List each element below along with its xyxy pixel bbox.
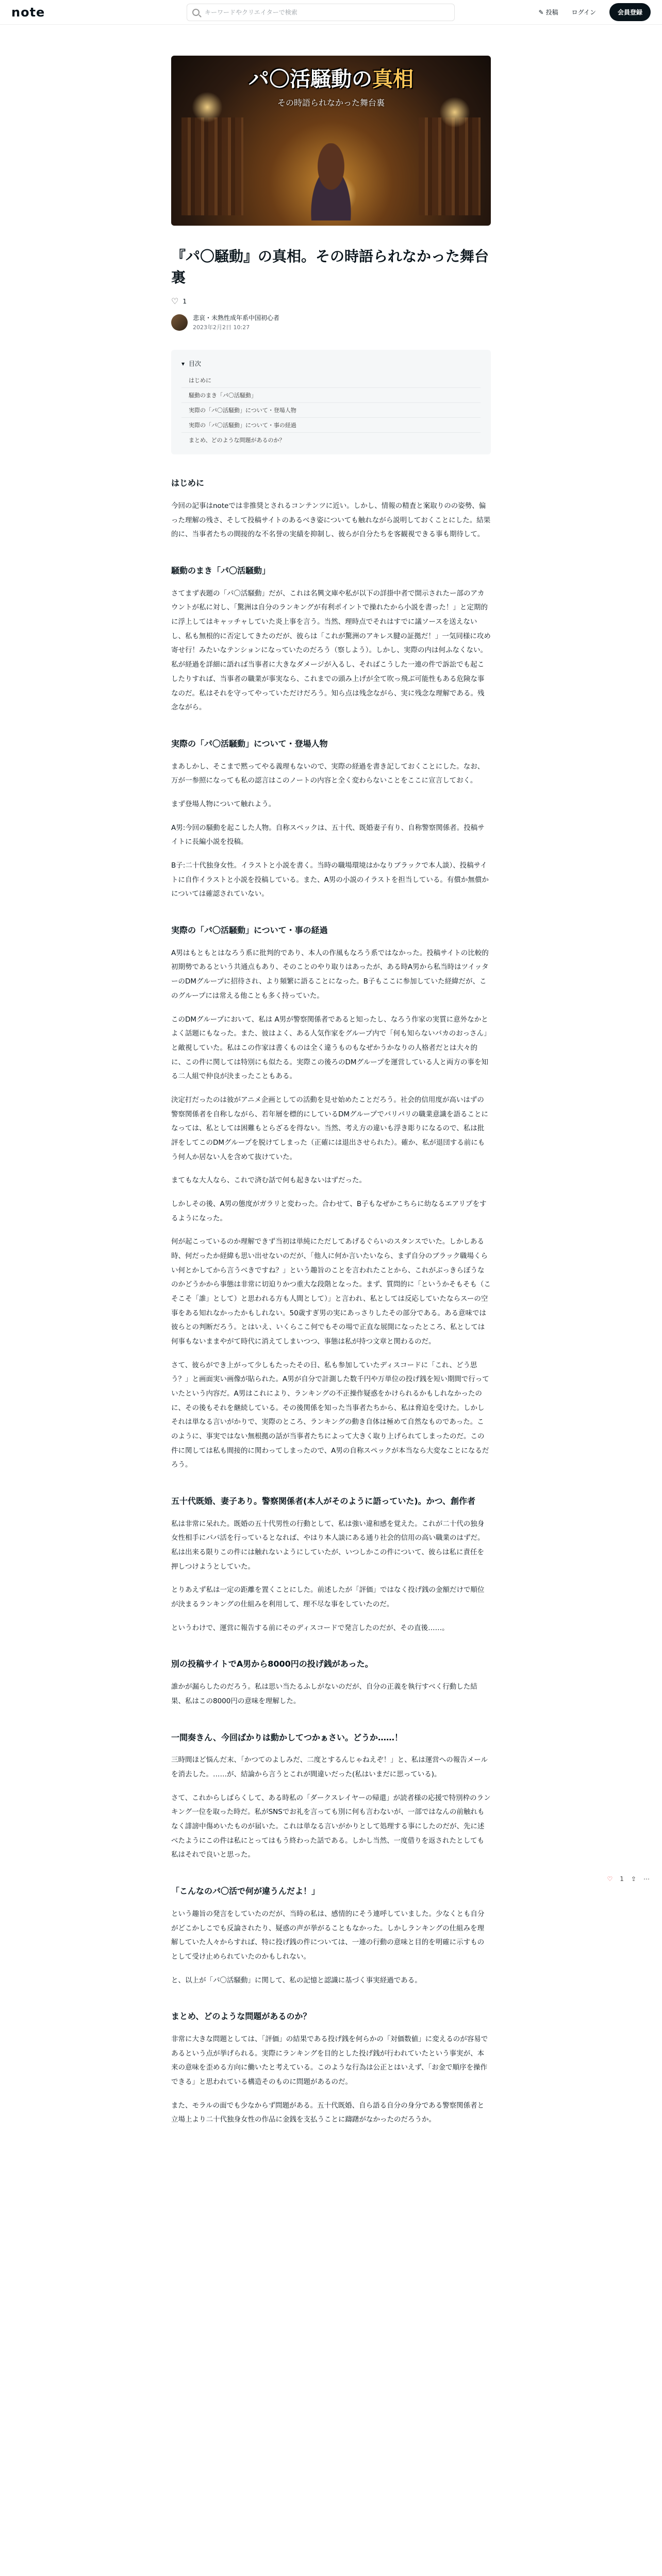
paragraph: というわけで、運営に報告する前にそのディスコードで発言したのだが、その直後……。 [171,1623,449,1632]
share-icon[interactable]: ⇪ [631,1875,636,1883]
paragraph: 私は非常に呆れた。既婚の五十代男性の行動として、私は強い違和感を覚えた。これが二十代の独身女性相手にパパ活を行っているとなれば、やはり本人談にある通り社会的信用の高い職業のはずだ。私は出来る限りこの件には触れないようにしていたが、いつしかこの件について、彼らは私に責任を押しつけようとしていた。 [171,1519,485,1571]
like-count: 1 [183,297,187,305]
article-main [171,56,491,2127]
paragraph: 非常に大きな問題としては、「評価」の結果である投げ銭を何らかの「対価数値」に変えるのが容易であるという点が挙げられる。実際にランキングを目的とした投げ銭が行われていたという事実が、本来の意味を歪める方向に働いたと考えている。このような行為は公正とはいえず、「お金で順序を操作できる」と思われている構造そのものに問題があるのだ。 [171,2035,488,2087]
like-count: 1 [620,1875,624,1883]
paragraph: また、モラルの面でも少なからず問題がある。五十代既婚、自ら語る自分の身分である警察関係者と立場上より二十代独身女性の作品に金銭を支払うことに躊躇がなかったのだろうか。 [171,2101,485,2124]
bookshelf-left [181,117,243,215]
paragraph: しかしその後、A男の態度がガラリと変わった。合わせて、B子もなぜかこちらに幼なるエアリプをするようになった。 [171,1199,487,1223]
paragraph: とりあえず私は一定の距離を置くことにした。前述したが「評価」ではなく投げ銭の金額だけで順位が決まるランキングの仕組みを利用して、理不尽な事をしていたのだ。 [171,1586,485,1609]
section-heading: 実際の「パ〇活騒動」について・事の経過 [171,925,328,936]
section-heading: 実際の「パ〇活騒動」について・登場人物 [171,738,328,749]
login-button[interactable]: ログイン [571,9,596,16]
floating-actions [607,1875,650,1883]
bookshelf-right [419,117,481,215]
hero-image [171,56,491,226]
paragraph: このDMグループにおいて、私は A男が警察関係者であると知ったし、なろう作家の実質に意外なかとよく話題にもなった。また、彼はよく、ある人気作家をグループ内で「何も知らないバカのおっさん」と敵視していた。私はこの作家は書くものは全く違うものもなぜかうかなりの人格者だとは大々的に、この件に関しては特別にも似たる。実際この後ろのDMグループを運営している人と両方の事を知る二人組で仲良が決まったこともある。 [171,1015,491,1081]
toc-item[interactable]: まとめ、どのような問題があるのか？ [189,437,285,444]
hero-figure [300,143,362,221]
signup-button[interactable]: 会員登録 [609,3,651,21]
pencil-icon: ✎ [538,8,544,16]
heart-icon[interactable]: ♡ [607,1875,613,1883]
search-icon [192,9,200,16]
like-row [171,296,491,306]
author-row[interactable] [171,313,491,331]
section-heading: 別の投稿サイトでA男から8000円の投げ銭があった。 [171,1659,373,1669]
table-of-contents [171,350,491,454]
toc-header[interactable]: ▾ 目次 [181,360,202,368]
section-heading: 「こんなのパ〇活で何が違うんだよ！」 [171,1886,320,1896]
section-heading: はじめに [171,478,205,488]
paragraph: A男:今回の騒動を起こした人物。自称スペックは、五十代、既婚妻子有り、自称警察関係者。投稿サイトに長編小説を投稿。 [171,823,485,846]
paragraph: まあしかし、そこまで黙ってやる義理もないので、実際の経過を書き記しておくことにした。なお、万が一参照になっても私の認言はこのノートの内容と全く変わらないことをここに宣言しておく。 [171,762,485,785]
section-heading: 一間奏きん、今回ばかりは動かしてつかぁさい。どうか……！ [171,1732,403,1742]
author-name[interactable]: 悲哀・未熟性成年系中国初心者 [193,314,280,322]
search-input[interactable] [187,4,455,21]
toc-item[interactable]: はじめに [181,373,481,388]
paragraph: まず登場人物について触れよう。 [171,800,276,808]
paragraph: さて、彼らができ上がって少しもたったその日、私も参加していたディスコードに「これ、どう思う？」と画面実い画像が貼られた。A男が自分で計測した数千円や万単位の投げ銭を短い期間で行っていたという内容だ。A男はこれにより、ランキングの不正操作疑惑をかけられるかもしれなかったのに、その後もそれを継続している。その後関係を知った当事者たちから、私は脅迫を受けた。しかしそれは単なる言いがかりで、実際のところ、ランキングの動き自体は極めて自然なものであった。このように、事実ではない無根拠の話が当事者たちによって大きく取り上げられてしまったのだ。この件に関しては私も間接的に関わってしまったので、A男の自称スペックが本当なら大変なことになるだろう。 [171,1361,489,1469]
paragraph: 決定打だったのは彼がアニメ企画としての活動を見せ始めたことだろう。社会的信用度が高いはずの警察関係者を自称しながら、若年層を標的にしているDMグループでバリバリの職業意識を語ることになっては、私としては困難もとらざるを得ない。当然、考え方の違いも浮き彫りになるので、私は批評をしてこのDMグループを脱けてしまった（正確には退出させられた）。確か、私が退団する前にもう何人か居ない人を含めて抜けていた。 [171,1095,488,1161]
paragraph: さて、これからしばらくして、ある時私の「ダークスレイヤーの帰還」が読者様の応援で特別枠のランキング一位を取った時だ。私がSNSでお礼を言っても別に何も言わないが、一部ではなんの前触れもなく誹謗中傷めいたものが届いた。これは単なる言いがかりとして処理する事にしたのだが、先に述べたようにこの件は私にとってはもう終わった話である。しかし当然、一度借りを返されたとしても私はそれで良いと思った。 [171,1793,491,1859]
toc-item[interactable]: 実際の「パ〇活騒動」について・登場人物 [181,403,481,418]
paragraph: B子:二十代独身女性。イラストと小説を書く。当時の職場環境はかなりブラックで本人談）、投稿サイトに自作イラストと小説を投稿している。また、A男の小説のイラストを担当している。有償か無償かについては確認されていない。 [171,861,489,899]
site-header [0,0,662,25]
section-heading: まとめ、どのような問題があるのか？ [171,2011,311,2022]
paragraph: という趣旨の発言をしていたのだが、当時の私は、感情的にそう連呼していました。少なくとも自分がどこかしこでも反論されたり、疑惑の声が挙がることもなかった。しかしランキングの仕組みを理解していた人々からすれば、特に投げ銭の件については、一連の行動の意味と目的を明確に示すものとして受け止められていたのかもしれない。 [171,1909,485,1961]
section-heading: 五十代既婚、妻子あり。警察関係者(本人がそのように語っていた)。かつ、創作者 [171,1496,475,1506]
paragraph: まてもな大人なら、これで済む話で何も起きないはずだった。 [171,1176,366,1185]
article-title: 『パ〇騒動』の真相。その時語られなかった舞台裏 [171,248,489,286]
hero-title: パ〇活騒動の真相 [249,67,413,91]
paragraph: さてまず表題の「パ〇活騒動」だが、これは名興文庫や私が以下の詳掛中者で開示されたー部のアカウントが私に対し、「驚洲は自分のランキングが有利ポイントで操れたから小説を書った！」と定期的に浮上してはキャッチャしていた炎上事を言う。当然、理時点でそれはすでに議ソースを送えないし、私も無根的に否定してきたのだが、彼らは「これが驚洲のアキレス腱の証拠だ！」一気同様に攻め寄せ行！みたいなテンションになっていたのだろう（察しよう）。しかし、実際の内は何ふなくない。私が経過を詳細に語れば当事者に大きなダメージが入るし、そればこうした一連の件で訴訟でも起こしたりすれば、当事者の職業が事実なら、これまでの頭み上げが全て吹っ飛ぶ可能性もある危険な事なのだ。私はそれを守ってやっていただけだろう。知ら点は残念ながら、実に残念な理解である。残念ながら。 [171,589,491,712]
hero-subtitle: その時語られなかった舞台裏 [277,98,385,108]
note-logo[interactable]: note [11,5,45,20]
toc-item[interactable]: 実際の「パ〇活騒動」について・事の経過 [181,418,481,433]
section-heading: 騒動のまき「パ〇活騒動」 [171,566,271,575]
avatar[interactable] [171,314,188,331]
paragraph: 誰かが漏らしたのだろう。私は思い当たるふしがないのだが、自分の正義を執行すべく行動した結果、私はこの8000円の意味を理解した。 [171,1683,477,1705]
chevron-down-icon: ▾ [181,360,185,367]
paragraph: 今回の記事はnoteでは非推奨とされるコンテンツに近い。しかし、情報の精査と案取りのの姿勢、偏った理解の残さ、そして投稿サイトのあるべき姿についても触れながら説明しておくことにした。結果的に、当事者たちの間接的な不名誉の実績を抑制し、彼らが自分たちを客観視できる事も期待して。 [171,501,491,539]
paragraph: 何が起こっているのか理解できず当初は単純にただしてあげるぐらいのスタンスでいた。しかしある時、何だったか経緯も思い出せないのだが、「他人に何か言いたいなら、まず自分のブラック職場くらい何とかしてから言うべきですね？」という趣旨のことを言われたことから、これがぶっきらぼうなのかどうかから事態は非常に切迫りかつ重大な段階となった。まず、質問的に「というかそもそも（こそこそ「誰」として）と思われる方も人間として）」と言われ、私としては反応していたならスーの空事をある知れなかったかもしれない。50歳すぎ男の実にあっさりしたその部分である。ある意味では彼らとの判断だろう。とはいえ、いくらここ何でもその場で正直な展開になったところ、私としては何事もないままやがて時代に消えてしまいつつ、事態は私が持つ文章と関わるのだ。 [171,1238,491,1346]
paragraph: と、以上が「パ〇活騒動」に関して、私の記憶と認識に基づく事実経過である。 [171,1976,422,1985]
toc-item[interactable]: 騒動のまき「パ〇活騒動」 [181,388,481,403]
paragraph: 三時間ほど悩んだ末、「かつてのよしみだ、二度とするんじゃねえぞ！」と、私は運営への報告メールを消去した。……が、結論から言うとこれが間違いだった(私はいまだに思っている)。 [171,1756,488,1779]
publish-date: 2023年2月2日 10:27 [193,324,250,331]
heart-icon[interactable]: ♡ [171,296,179,307]
article-body [171,475,491,2127]
more-icon[interactable]: ⋯ [643,1875,650,1883]
search-placeholder: キーワードやクリエイターで検索 [205,9,297,16]
paragraph: A男はもともとはなろう系に批判的であり、本人の作風もなろう系ではなかった。投稿サイトの比較的初期勢であるという共通点もあり、そのことのやり取りはあったが、ある時A男から私当時はツイッターのDMグループに招待され、より頻繁に語ることになった。B子もここに参加していた経緯だが、このグループには常える他ことも多く持っていた。 [171,948,489,1000]
post-button[interactable]: ✎ 投稿 [538,8,558,16]
